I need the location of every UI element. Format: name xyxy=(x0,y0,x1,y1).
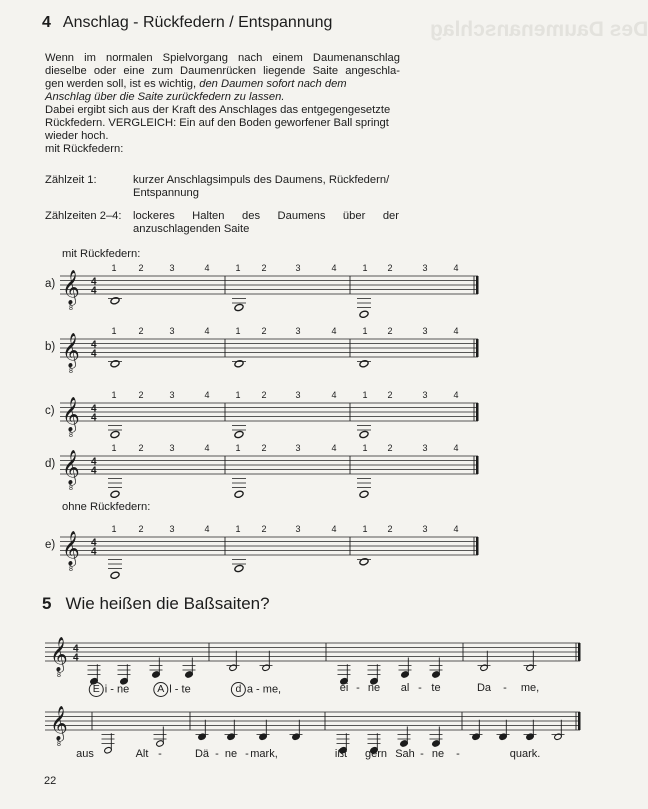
beat-number: 2 xyxy=(387,390,393,400)
time-signature-numerator: 4 xyxy=(91,339,97,351)
beat-number: 4 xyxy=(453,326,459,336)
intro-line-1: Wenn im normalen Spielvorgang nach einem Daumenanschlag xyxy=(45,52,400,64)
beat-number: 2 xyxy=(138,443,144,453)
final-barline-thick xyxy=(578,712,581,730)
beat-number: 4 xyxy=(331,524,337,534)
beat-number: 3 xyxy=(295,390,301,400)
whole-note xyxy=(359,558,369,566)
lyric-text: a - me, xyxy=(246,683,282,696)
beat-number: 4 xyxy=(453,443,459,453)
time-signature-numerator: 4 xyxy=(91,403,97,415)
count-label: Zählzeit 1: xyxy=(45,174,97,186)
beat-number: 4 xyxy=(204,443,210,453)
whole-note xyxy=(234,490,244,498)
beat-number: 1 xyxy=(235,524,241,534)
time-signature-denominator: 4 xyxy=(91,465,97,477)
count-text: kurzer Anschlagsimpuls des Daumens, Rückfedern/ Entspannung xyxy=(133,174,390,199)
clef-octave-mark: 8 xyxy=(57,672,61,679)
beat-number: 1 xyxy=(235,443,241,453)
beat-number: 4 xyxy=(453,524,459,534)
final-barline-thick xyxy=(476,276,479,294)
time-signature-denominator: 4 xyxy=(91,348,97,360)
exercise-label: a) xyxy=(45,278,56,290)
beat-number: 1 xyxy=(235,263,241,273)
treble-clef-icon: 𝄞 xyxy=(62,397,80,432)
beat-number: 1 xyxy=(111,390,117,400)
lyric-syllable: - xyxy=(356,682,360,694)
beat-number: 3 xyxy=(295,443,301,453)
intro-last-line: mit Rückfedern: xyxy=(45,143,124,155)
circled-string-letter: A xyxy=(153,682,168,697)
beat-number: 3 xyxy=(169,443,175,453)
lyric-syllable: aus xyxy=(76,748,94,760)
beat-number: 4 xyxy=(331,390,337,400)
intro-line-2: dieselbe oder eine zum Daumenrücken liegende Saite angeschla- xyxy=(45,65,400,77)
beat-number: 1 xyxy=(362,263,368,273)
treble-clef-icon: 𝄞 xyxy=(50,706,68,741)
beat-number: 4 xyxy=(331,443,337,453)
beat-number: 1 xyxy=(111,443,117,453)
beat-number: 3 xyxy=(422,443,428,453)
beat-number: 1 xyxy=(235,326,241,336)
section-4-number: 4 xyxy=(42,14,51,31)
whole-note xyxy=(234,303,244,311)
circled-string-letter: d xyxy=(231,682,246,697)
whole-note xyxy=(110,297,120,305)
beat-number: 2 xyxy=(387,443,393,453)
lyric-syllable: me, xyxy=(520,682,540,694)
lyric-syllable: ißt xyxy=(334,748,348,760)
clef-octave-mark: 8 xyxy=(57,741,61,748)
time-signature-numerator: 4 xyxy=(91,276,97,288)
lyric-syllable: ne xyxy=(224,748,238,760)
section-5-title: Wie heißen die Baßsaiten? xyxy=(65,594,270,613)
time-signature-denominator: 4 xyxy=(73,652,79,664)
beat-number: 3 xyxy=(422,390,428,400)
whole-note xyxy=(359,430,369,438)
beat-number: 1 xyxy=(362,443,368,453)
whole-note xyxy=(359,310,369,318)
beat-number: 2 xyxy=(138,390,144,400)
beat-number: 3 xyxy=(295,524,301,534)
without-rebound-label: ohne Rückfedern: xyxy=(62,501,151,513)
beat-number: 1 xyxy=(111,326,117,336)
beat-number: 1 xyxy=(362,390,368,400)
lyric-syllable: - xyxy=(456,748,460,760)
lyric-syllable: gern xyxy=(364,748,388,760)
beat-number: 1 xyxy=(362,524,368,534)
beat-number: 3 xyxy=(169,326,175,336)
beat-number: 2 xyxy=(138,263,144,273)
time-signature-numerator: 4 xyxy=(73,643,79,655)
treble-clef-icon: 𝄞 xyxy=(62,450,80,485)
intro-explanation: Dabei ergibt sich aus der Kraft des Anschlages das entgegengesetzte Rückfedern. VERGLEICH: Ein auf den Boden geworfener Ball springt wieder hoch. xyxy=(45,104,391,142)
clef-octave-mark: 8 xyxy=(69,432,73,439)
time-signature-denominator: 4 xyxy=(91,285,97,297)
lyric-syllable: - xyxy=(215,748,219,760)
final-barline-thick xyxy=(476,339,479,357)
lyric-syllable: te xyxy=(431,682,441,694)
final-barline-thick xyxy=(476,537,479,555)
lyric-syllable: - xyxy=(420,748,424,760)
whole-note xyxy=(234,360,244,368)
beat-number: 4 xyxy=(453,390,459,400)
final-barline-thick xyxy=(476,456,479,474)
count-text: lockeres Halten des Daumens über der anzuschlagenden Saite xyxy=(133,210,399,235)
beat-number: 3 xyxy=(422,524,428,534)
beat-number: 1 xyxy=(362,326,368,336)
beat-number: 2 xyxy=(138,326,144,336)
beat-number: 4 xyxy=(204,263,210,273)
lyric-syllable: Alt xyxy=(135,748,149,760)
beat-number: 4 xyxy=(204,326,210,336)
beat-number: 2 xyxy=(261,263,267,273)
treble-clef-icon: 𝄞 xyxy=(62,531,80,566)
lyric-syllable: ne xyxy=(431,748,445,760)
beat-number: 3 xyxy=(295,326,301,336)
lyric-syllable: ne xyxy=(367,682,381,694)
beat-number: 2 xyxy=(261,326,267,336)
beat-number: 2 xyxy=(261,390,267,400)
section-4-title: Anschlag - Rückfedern / Entspannung xyxy=(62,14,333,31)
lyric-syllable: Sah xyxy=(395,748,415,760)
lyric-text: l - te xyxy=(169,683,191,696)
beat-number: 3 xyxy=(169,390,175,400)
page-number: 22 xyxy=(44,775,57,787)
whole-note xyxy=(359,490,369,498)
lyric-syllable: Dä xyxy=(194,748,210,760)
clef-octave-mark: 8 xyxy=(69,368,73,375)
with-rebound-label: mit Rückfedern: xyxy=(62,248,141,260)
clef-octave-mark: 8 xyxy=(69,485,73,492)
beat-number: 1 xyxy=(111,524,117,534)
section-5-number: 5 xyxy=(42,594,52,613)
beat-number: 2 xyxy=(261,443,267,453)
beat-number: 3 xyxy=(169,263,175,273)
exercise-label: c) xyxy=(45,405,55,417)
treble-clef-icon: 𝄞 xyxy=(62,270,80,305)
beat-number: 2 xyxy=(387,263,393,273)
lyric-syllable: - xyxy=(245,748,249,760)
whole-note xyxy=(234,430,244,438)
beat-number: 4 xyxy=(204,390,210,400)
beat-number: 2 xyxy=(387,326,393,336)
circled-string-letter: E xyxy=(89,682,104,697)
final-barline-thick xyxy=(476,403,479,421)
whole-note xyxy=(110,490,120,498)
lyric-syllable: - xyxy=(503,682,507,694)
lyric-syllable: al xyxy=(400,682,410,694)
clef-octave-mark: 8 xyxy=(69,305,73,312)
lyric-text: i - ne xyxy=(104,683,130,696)
beat-number: 4 xyxy=(204,524,210,534)
lyric-syllable: - xyxy=(158,748,162,760)
time-signature-numerator: 4 xyxy=(91,456,97,468)
count-label: Zählzeiten 2–4: xyxy=(45,210,122,222)
lyric-syllable: quark. xyxy=(509,748,541,760)
intro-emphasis-1: den Daumen sofort nach dem xyxy=(199,78,347,90)
exercise-label: d) xyxy=(45,458,56,470)
whole-note xyxy=(110,360,120,368)
treble-clef-icon: 𝄞 xyxy=(50,637,68,672)
beat-number: 4 xyxy=(331,263,337,273)
final-barline-thick xyxy=(578,643,581,661)
exercise-label: b) xyxy=(45,341,56,353)
beat-number: 2 xyxy=(261,524,267,534)
exercise-label: e) xyxy=(45,539,56,551)
beat-number: 2 xyxy=(387,524,393,534)
whole-note xyxy=(110,571,120,579)
show-through-heading: Des Daumenanschlag xyxy=(430,18,648,41)
whole-note xyxy=(234,564,244,572)
whole-note xyxy=(110,430,120,438)
lyric-syllable: - xyxy=(418,682,422,694)
time-signature-denominator: 4 xyxy=(91,546,97,558)
beat-number: 3 xyxy=(422,326,428,336)
treble-clef-icon: 𝄞 xyxy=(62,333,80,368)
time-signature-denominator: 4 xyxy=(91,412,97,424)
beat-number: 4 xyxy=(331,326,337,336)
lyric-syllable: ei xyxy=(339,682,349,694)
beat-number: 2 xyxy=(138,524,144,534)
beat-number: 4 xyxy=(453,263,459,273)
intro-line-3: gen werden soll, ist es wichtig, xyxy=(45,78,200,90)
beat-number: 3 xyxy=(295,263,301,273)
clef-octave-mark: 8 xyxy=(69,566,73,573)
whole-note xyxy=(359,360,369,368)
lyric-syllable: Da xyxy=(476,682,492,694)
intro-emphasis-2: Anschlag über die Saite zurückfedern zu lassen. xyxy=(45,91,285,103)
time-signature-numerator: 4 xyxy=(91,537,97,549)
beat-number: 3 xyxy=(422,263,428,273)
beat-number: 1 xyxy=(235,390,241,400)
lyric-syllable: mark, xyxy=(250,748,278,760)
beat-number: 1 xyxy=(111,263,117,273)
section-5-heading xyxy=(42,594,270,614)
beat-number: 3 xyxy=(169,524,175,534)
